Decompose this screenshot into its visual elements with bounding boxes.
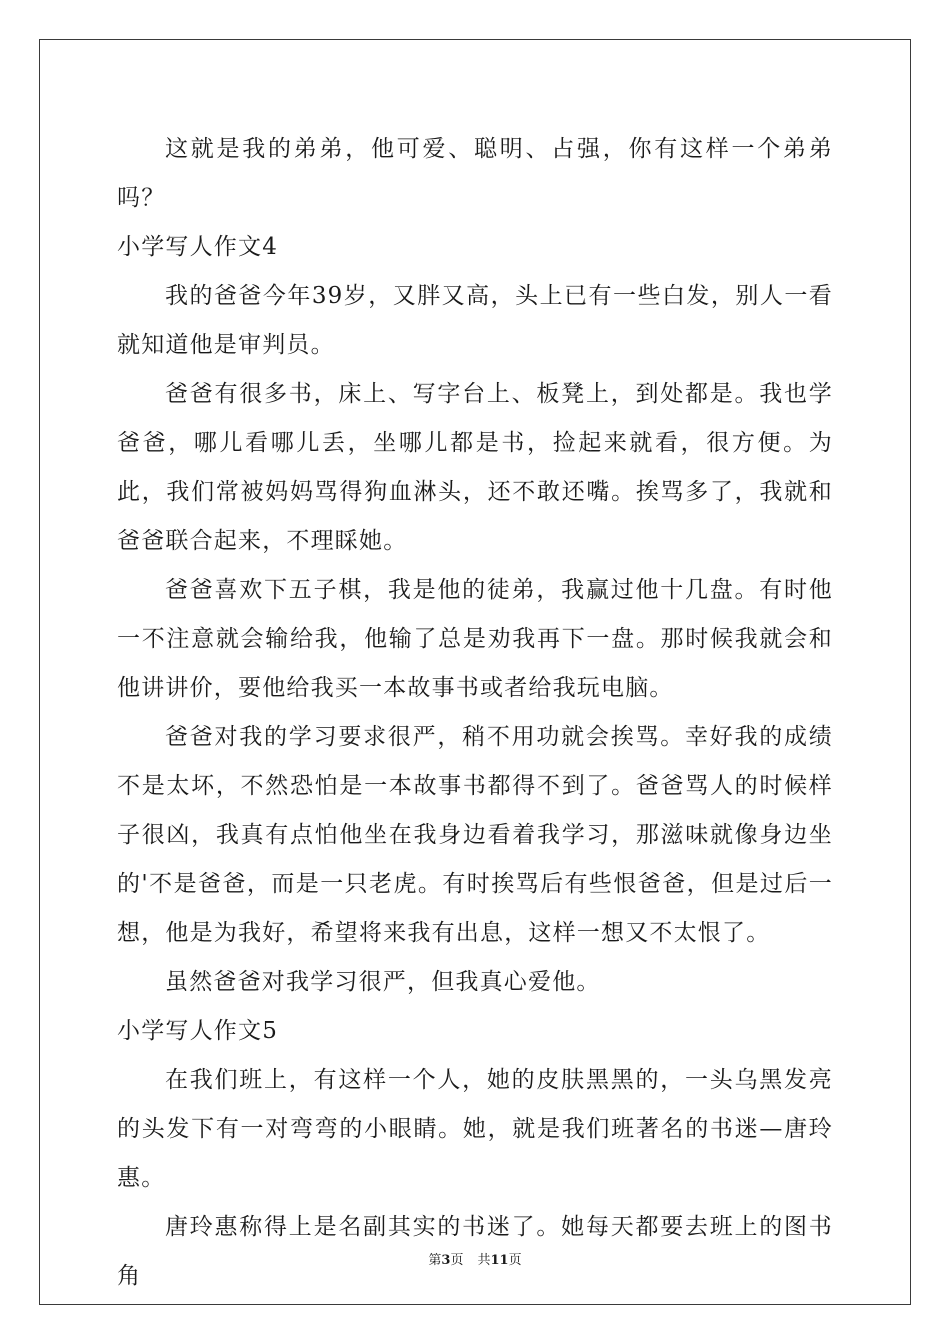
paragraph: 唐玲惠称得上是名副其实的书迷了。她每天都要去班上的图书角 (117, 1214, 833, 1289)
paragraph: 我的爸爸今年39岁，又胖又高，头上已有一些白发，别人一看就知道他是审判员。 (117, 283, 833, 358)
footer-total-prefix: 共 (477, 1253, 491, 1268)
section-heading: 小学写人作文4 (117, 234, 279, 260)
current-page-number: 3 (441, 1253, 451, 1268)
paragraph: 爸爸有很多书，床上、写字台上、板凳上，到处都是。我也学爸爸，哪儿看哪儿丢，坐哪儿都是书，捡起来就看，很方便。为此，我们常被妈妈骂得狗血淋头，还不敢还嘴。挨骂多了，我就和爸爸联合起来，不理睬她。 (117, 381, 833, 554)
footer-total-suffix: 页 (508, 1253, 522, 1268)
total-page-count: 11 (490, 1253, 509, 1268)
document-body (117, 125, 833, 1301)
footer-page-suffix: 页 (450, 1253, 464, 1268)
paragraph: 虽然爸爸对我学习很严，但我真心爱他。 (165, 969, 601, 995)
paragraph: 这就是我的弟弟，他可爱、聪明、占强，你有这样一个弟弟吗？ (117, 136, 833, 211)
paragraph: 在我们班上，有这样一个人，她的皮肤黑黑的，一头乌黑发亮的头发下有一对弯弯的小眼睛。她，就是我们班著名的书迷—唐玲惠。 (117, 1067, 833, 1191)
section-heading: 小学写人作文5 (117, 1018, 279, 1044)
paragraph: 爸爸喜欢下五子棋，我是他的徒弟，我赢过他十几盘。有时他一不注意就会输给我，他输了总是劝我再下一盘。那时候我就会和他讲讲价，要他给我买一本故事书或者给我玩电脑。 (117, 577, 833, 701)
footer-prefix: 第 (428, 1253, 442, 1268)
paragraph: 爸爸对我的学习要求很严，稍不用功就会挨骂。幸好我的成绩不是太坏，不然恐怕是一本故事书都得不到了。爸爸骂人的时候样子很凶，我真有点怕他坐在我身边看着我学习，那滋味就像身边坐的'不是爸爸，而是一只老虎。有时挨骂后有些恨爸爸，但是过后一想，他是为我好，希望将来我有出息，这样一想又不太恨了。 (117, 724, 833, 946)
page-footer (0, 1249, 950, 1268)
